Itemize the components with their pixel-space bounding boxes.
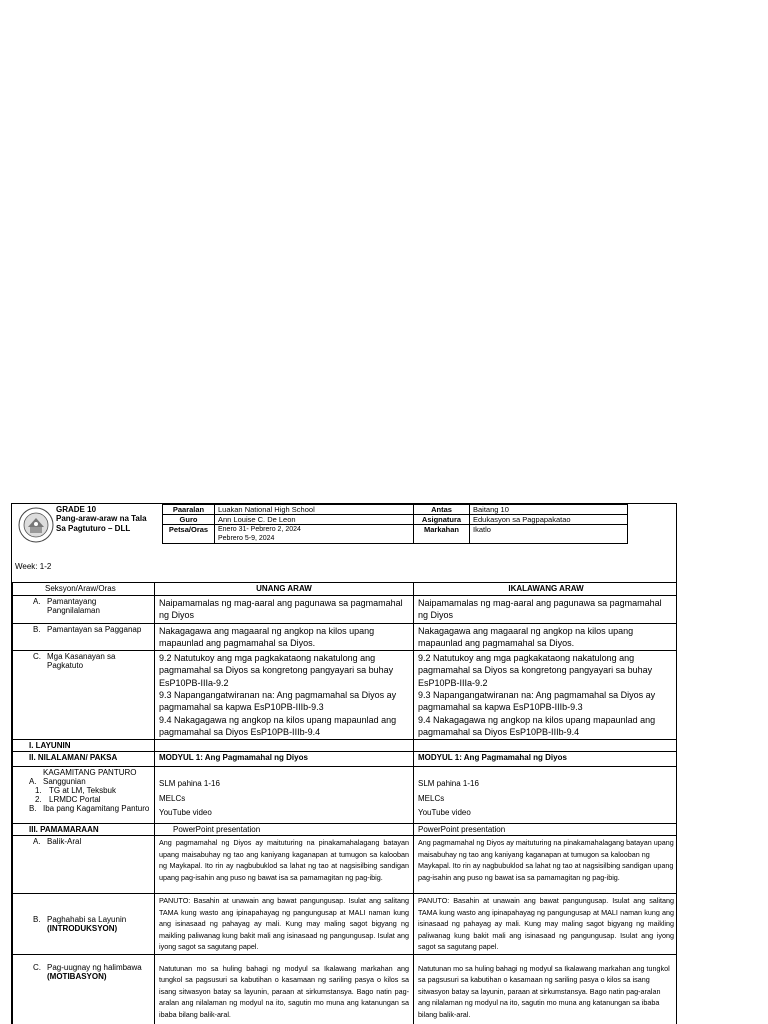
row-b-day1: Nakagagawa ang magaaral ng angkop na kilos upang mapaunlad ang pagmamahal sa Diyos.: [155, 623, 414, 651]
antas-label: Antas: [414, 505, 470, 515]
row-a-marker: A.: [33, 597, 41, 606]
markahan-value: Ikatlo: [470, 525, 628, 544]
nilalaman-day2: MODYUL 1: Ang Pagmamahal ng Diyos: [414, 752, 678, 767]
grade-label: GRADE 10: [56, 505, 97, 514]
kagamitan-day1-youtube: YouTube video: [159, 808, 212, 818]
asignatura-label: Asignatura: [414, 515, 470, 525]
guro-value: Ann Louise C. De Leon: [215, 515, 414, 525]
balik-aral-marker: A.: [33, 837, 41, 847]
kagamitan-day2-slm: SLM pahina 1-16: [418, 779, 479, 789]
paghahabi-day2: PANUTO: Basahin at unawain ang bawat pangungusap. Isulat ang salitang TAMA kung wasto ang ipinapahayag ng pangungusap at MALI naman kung ang isinasaad ng pahayag ay mali. Kung may maling sagot bigyang ng maikling paliwanag kung bakit mali ang isinasaad ng pangungusap. Isulat ang iyong sagot sa sagutang papel.: [414, 894, 678, 955]
pamamaraan-day2-ppt: PowerPoint presentation: [414, 824, 678, 836]
markahan-label: Markahan: [414, 525, 470, 544]
paghahabi-label: Paghahabi sa Layunin: [47, 915, 127, 925]
pag-uugnay-label: Pag-uugnay ng halimbawa: [47, 962, 142, 972]
column-header-day1: UNANG ARAW: [155, 583, 414, 596]
nilalaman-day1: MODYUL 1: Ang Pagmamahal ng Diyos: [155, 752, 414, 767]
kagamitan-item1: TG at LM, Teksbuk: [49, 786, 116, 796]
section-pamamaraan: III. PAMAMARAAN: [13, 824, 155, 836]
row-b-label: Pamantayan sa Pagganap: [47, 624, 142, 634]
row-c-marker: C.: [33, 652, 41, 662]
week-label: Week: 1-2: [15, 562, 52, 571]
document-header: [12, 504, 677, 550]
deped-seal-icon: [18, 507, 54, 543]
petsa-value-2: Pebrero 5-9, 2024: [218, 535, 275, 542]
row-a-day2: Naipamamalas ng mag-aaral ang pagunawa sa pagmamahal ng Diyos: [414, 596, 678, 624]
paaralan-label: Paaralan: [163, 505, 215, 515]
pag-uugnay-marker: C.: [33, 962, 41, 972]
balik-aral-day1: Ang pagmamahal ng Diyos ay maituturing na pinakamahalagang batayan upang maisabuhay ng tao ang kaniyang kaganapan at tumugon sa kalooban ng Maykapal. Ito rin ay nagbubuklod sa lahat ng tao at nagsisilbing sandigan upang pag-isahin ang puso ng bawat isa sa pamamagitan ng pag-ibig.: [155, 836, 414, 894]
paghahabi-marker: B.: [33, 915, 41, 925]
pamamaraan-day1-ppt: PowerPoint presentation: [155, 824, 414, 836]
kagamitan-title: KAGAMITANG PANTURO: [43, 768, 137, 778]
row-b-marker: B.: [33, 624, 41, 634]
kagamitan-day1-slm: SLM pahina 1-16: [159, 779, 220, 789]
section-layunin: I. LAYUNIN: [13, 740, 155, 752]
pag-uugnay-day1: Natutunan mo sa huling bahagi ng modyul sa Ikalawang markahan ang tungkol sa pagsusuri sa kabutihan o kasamaan ng sariling pasya o kilos sa isang sitwasyon batay sa layunin, paraan at sirkumstansya. Bago natin pag-aralan ang nilalaman ng modyul na ito, sagutin mo muna ang katanungan sa ibaba bilang balik-aral.: [155, 954, 414, 1024]
row-c-day2-item2: 9.3 Napangangatwiranan na: Ang pagmamahal sa Diyos ay pagmamahal sa kapwa EsP10PB-IIIb-9.3: [418, 690, 656, 713]
row-c-day1-item1: 9.2 Natutukoy ang mga pagkakataong nakatulong ang pagmamahal sa Diyos sa kongretong pangyayari sa buhay EsP10PB-IIIa-9.2: [159, 653, 394, 688]
header-info-table: [162, 504, 628, 544]
row-b-day2: Nakagagawa ang magaaral ng angkop na kilos upang mapaunlad ang pagmamahal sa Diyos.: [414, 623, 678, 651]
kagamitan-day2-youtube: YouTube video: [418, 808, 471, 818]
balik-aral-day2: Ang pagmamahal ng Diyos ay maituturing na pinakamahalagang batayan upang maisabuhay ng tao ang kaniyang kaganapan at tumugon sa kalooban ng Maykapal. Ito rin ay nagbubuklod sa lahat ng tao at nagsisilbing sandigan upang pag-isahin ang puso ng bawat isa sa pamamagitan ng pag-ibig.: [414, 836, 678, 894]
doc-title-line2: Sa Pagtuturo – DLL: [56, 524, 131, 533]
row-c-day2-item1: 9.2 Natutukoy ang mga pagkakataong nakatulong ang pagmamahal sa Diyos sa kongretong pangyayari sa buhay EsP10PB-IIIa-9.2: [418, 653, 653, 688]
row-c-day1-item3: 9.4 Nakagagawa ng angkop na kilos upang mapaunlad ang pagmamahal sa Diyos EsP10PB-IIIb-9.4: [159, 714, 397, 737]
dll-document: [11, 503, 677, 1024]
section-nilalaman: II. NILALAMAN/ PAKSA: [13, 752, 155, 767]
lesson-plan-table: Seksyon/Araw/Oras UNANG ARAW IKALAWANG ARAW A. Pamantayang Pangnilalaman Naipamamalas ng mag-aaral ang pagunawa sa pagmamahal ng Diyos Naipamamalas ng mag-aaral ang pagunawa sa pagmamahal ng Diyos B. Pamantayan sa Pagganap Nakagagawa ang magaaral ng angkop na kilos upang mapaunlad ang pagmamahal sa Diyos. Nakagagawa ang magaaral ng angkop na kilos upang mapaunlad ang pagmamahal sa Diyos. C. Mga Kasanayan sa Pagkatuto 9.2 Natutukoy ang mga pagkakataong nakatulong ang pagmamahal sa Diyos sa kongretong pangyayari sa buhay EsP10PB-IIIa-9.2 9.3 Napangangatwiranan na: Ang pagmamahal sa Diyos ay pagmamahal sa kapwa EsP10PB-IIIb-9.3 9.4 Nakagagawa ng angkop na kilos upang mapaunlad ang pagmamahal sa Diyos EsP10PB-IIIb-9.4 9.2 Natutukoy ang mga pagkakataong nakatulong ang pagmamahal sa Diyos sa kongretong pangyayari sa buhay EsP10PB-IIIa-9.2 9.3 Napangangatwiranan na: Ang pagmamahal sa Diyos ay pagmamahal sa kapwa EsP10PB-IIIb-9.3 9.4 Nakagagawa ng angkop na kilos upang mapaunlad ang pagmamahal sa Diyos EsP10PB-IIIb-9.4 I. LAYUNIN II. NILALAMAN/ PAKSA MODYUL 1: Ang Pagmamahal ng Diyos MODYUL 1: Ang Pagmamahal ng Diyos KAGAMITANG PANTURO A. Sanggunian 1. TG at LM, Teksbuk 2. LRMDC Portal B. Iba pang Kagamitang Panturo SLM pahina 1-16 MELCs YouTube video SLM pahina 1-16 MELCs YouTube video III. PAMAMARAAN PowerPoint presentation PowerPoint presentation A. Balik-Aral Ang pagmamahal ng Diyos ay maituturing na pinakamahalagang batayan upang maisabuhay ng tao ang kaniyang kaganapan at tumugon sa kalooban ng Maykapal. Ito rin ay nagbubuklod sa lahat ng tao at nagsisilbing sandigan upang pag-isahin ang puso ng bawat isa sa pamamagitan ng pag-ibig. Ang pagmamahal ng Diyos ay maituturing na pinakamahalagang batayan upang maisabuhay ng tao ang kaniyang kaganapan at tumugon sa kalooban ng Maykapal. Ito rin ay nagbubuklod sa lahat ng tao at nagsisilbing sandigan upang pag-isahin ang puso ng bawat isa sa pamamagitan ng pag-ibig. B. Paghahabi sa Layunin (INTRODUKSYON) PANUTO: Basahin at unawain ang bawat pangungusap. Isulat ang salitang TAMA kung wasto ang ipinapahayag ng pangungusap at MALI naman kung ang isinasaad ng pahayag ay mali. Kung may maling sagot bigyang ng maikling paliwanag kung bakit mali ang isinasaad ng pangungusap. Isulat ang iyong sagot sa sagutang papel. PANUTO: Basahin at unawain ang bawat pangungusap. Isulat ang salitang TAMA kung wasto ang ipinapahayag ng pangungusap at MALI naman kung ang isinasaad ng pahayag ay mali. Kung may maling sagot bigyang ng maikling paliwanag kung bakit mali ang isinasaad ng pangungusap. Isulat ang iyong sagot sa sagutang papel. C. Pag-uugnay ng halimbawa (MOTIBASYON) Natutunan mo sa huling bahagi ng modyul sa Ikalawang markahan ang tungkol sa pagsusuri sa kabutihan o kasamaan ng sariling pasya o kilos sa isang sitwasyon batay sa layunin, paraan at sirkumstansya. Bago natin pag-aralan ang nilalaman ng modyul na ito, sagutin mo muna ang katanungan sa ibaba bilang balik-aral. Natutunan mo sa huling bahagi ng modyul sa Ikalawang markahan ang tungkol sa pagsusuri sa kabutihan o kasamaan ng sariling pasya o kilos sa isang sitwasyon batay sa layunin, paraan at sirkumstansya. Bago natin pag-aralan ang nilalaman ng modyul na ito, sagutin mo muna ang katanungan sa ibaba bilang balik-aral.: [12, 582, 677, 1024]
column-header-section: Seksyon/Araw/Oras: [13, 583, 155, 596]
pag-uugnay-day2: Natutunan mo sa huling bahagi ng modyul sa Ikalawang markahan ang tungkol sa pagsusuri sa kabutihan o kasamaan ng sariling pasya o kilos sa isang sitwasyon batay sa layunin, paraan at sirkumstansya. Bago natin pag-aralan ang nilalaman ng modyul na ito, sagutin mo muna ang katanungan sa ibaba bilang balik-aral.: [414, 954, 678, 1024]
row-c-label: Mga Kasanayan sa Pagkatuto: [47, 652, 116, 671]
antas-value: Baitang 10: [470, 505, 628, 515]
kagamitan-day2-melcs: MELCs: [418, 793, 445, 803]
paghahabi-tag: (INTRODUKSYON): [47, 924, 118, 934]
row-a-label: Pamantayang Pangnilalaman: [47, 597, 100, 615]
row-a-day1: Naipamamalas ng mag-aaral ang pagunawa sa pagmamahal ng Diyos: [155, 596, 414, 624]
guro-label: Guro: [163, 515, 215, 525]
petsa-value-1: Enero 31- Pebrero 2, 2024: [218, 526, 301, 533]
asignatura-value: Edukasyon sa Pagpapakatao: [470, 515, 628, 525]
paghahabi-day1: PANUTO: Basahin at unawain ang bawat pangungusap. Isulat ang salitang TAMA kung wasto ang ipinapahayag ng pangungusap at MALI naman kung ang isinasaad ng pahayag ay mali. Kung may maling sagot bigyang ng maikling paliwanag kung bakit mali ang isinasaad ng pangungusap. Isulat ang iyong sagot sa sagutang papel.: [155, 894, 414, 955]
balik-aral-label: Balik-Aral: [47, 837, 82, 847]
row-c-day1-item2: 9.3 Napangangatwiranan na: Ang pagmamahal sa Diyos ay pagmamahal sa kapwa EsP10PB-IIIb-9.3: [159, 690, 397, 713]
row-c-day2-item3: 9.4 Nakagagawa ng angkop na kilos upang mapaunlad ang pagmamahal sa Diyos EsP10PB-IIIb-9.4: [418, 714, 656, 737]
kagamitan-iba-pa: Iba pang Kagamitang Panturo: [43, 804, 150, 814]
kagamitan-item2: LRMDC Portal: [49, 795, 101, 805]
doc-title-line1: Pang-araw-araw na Tala: [56, 514, 147, 523]
column-header-day2: IKALAWANG ARAW: [414, 583, 678, 596]
paaralan-value: Luakan National High School: [215, 505, 414, 515]
kagamitan-day1-melcs: MELCs: [159, 793, 186, 803]
kagamitan-sanggunian: Sanggunian: [43, 777, 86, 787]
petsa-label: Petsa/Oras: [163, 525, 215, 544]
pag-uugnay-tag: (MOTIBASYON): [47, 971, 107, 981]
